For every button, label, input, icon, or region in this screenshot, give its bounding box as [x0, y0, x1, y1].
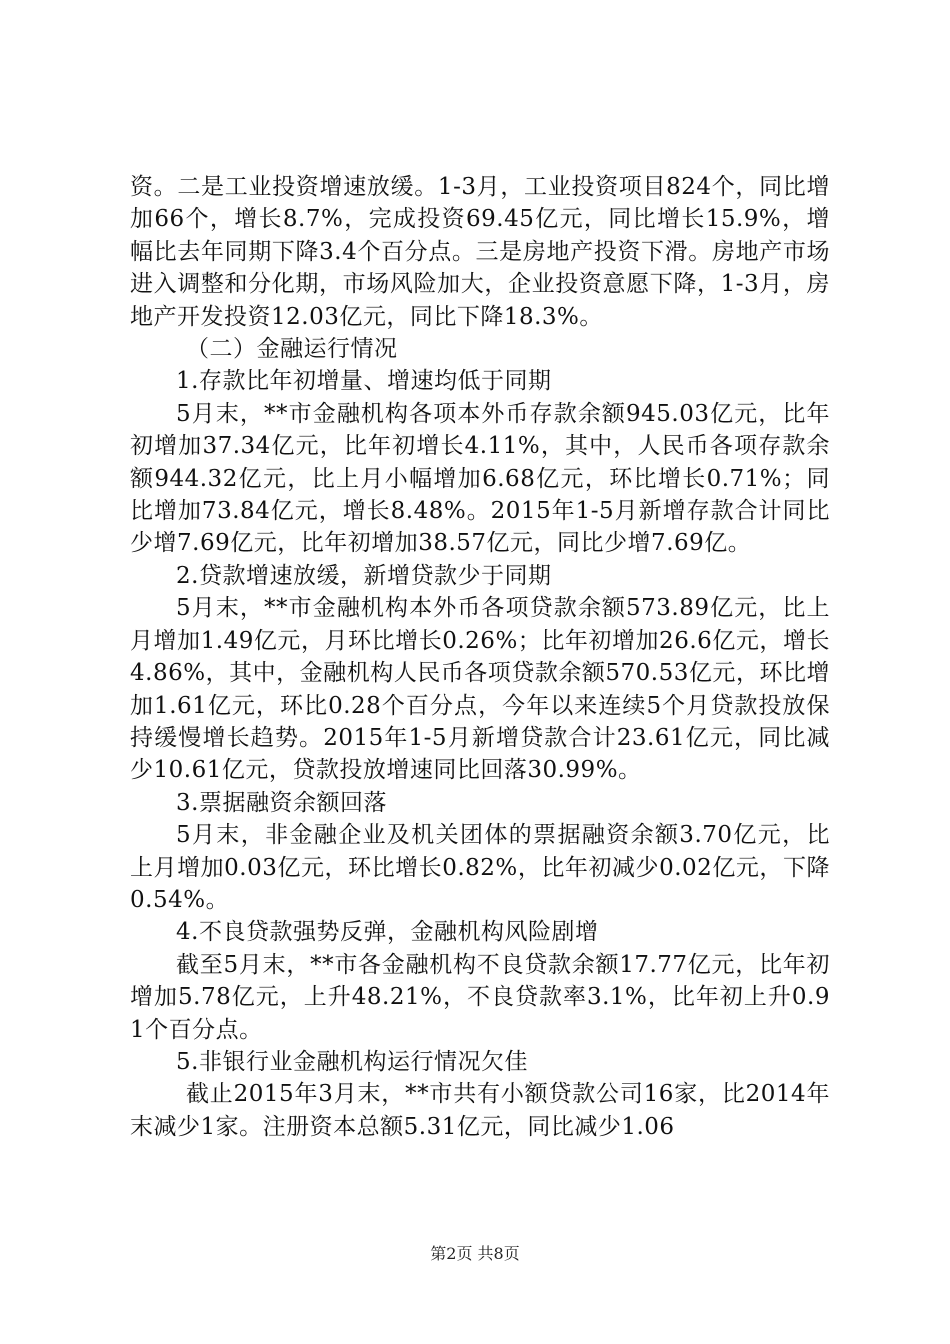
- subheading-bill-financing: 3.票据融资余额回落: [176, 789, 387, 816]
- paragraph-bill-financing: 5月末，非金融企业及机关团体的票据融资余额3.70亿元，比上月增加0.03亿元，环比增长0.82%，比年初减少0.02亿元，下降0.54%。: [130, 822, 830, 913]
- document-page: [130, 171, 830, 1143]
- paragraph-loans: 5月末，**市金融机构本外币各项贷款余额573.89亿元，比上月增加1.49亿元，月环比增长0.26%；比年初增加26.6亿元，增长4.86%，其中，金融机构人民币各项贷款余额570.53亿元，环比增加1.61亿元，环比0.28个百分点，今年以来连续5个月贷款投放保持缓慢增长趋势。2015年1-5月新增贷款合计23.61亿元，同比减少10.61亿元，贷款投放增速同比回落30.99%。: [130, 595, 830, 784]
- paragraph-investment-text: 资。二是工业投资增速放缓。1-3月，工业投资项目824个，同比增加66个，增长8.7%，完成投资69.45亿元，同比增长15.9%，增幅比去年同期下降3.4个百分点。三是房地产投资下滑。房地产市场进入调整和分化期，市场风险加大，企业投资意愿下降，1-3月，房地产开发投资12.03亿元，同比下降18.3%。: [130, 174, 830, 330]
- paragraph-deposits: 5月末，**市金融机构各项本外币存款余额945.03亿元，比年初增加37.34亿元，比年初增长4.11%，其中，人民币各项存款余额944.32亿元，比上月小幅增加6.68亿元，环比增长0.71%；同比增加73.84亿元，增长8.48%。2015年1-5月新增存款合计同比少增7.69亿元，比年初增加38.57亿元，同比少增7.69亿。: [130, 400, 830, 557]
- subheading-deposits: 1.存款比年初增量、增速均低于同期: [176, 368, 552, 395]
- paragraph-nonbank-institutions: 截止2015年3月末，**市共有小额贷款公司16家，比2014年末减少1家。注册资本总额5.31亿元，同比减少1.06: [130, 1081, 830, 1140]
- paragraph-nonperforming-loans: 截至5月末，**市各金融机构不良贷款余额17.77亿元，比年初增加5.78亿元，上升48.21%，不良贷款率3.1%，比年初上升0.91个百分点。: [130, 951, 830, 1043]
- subheading-nonbank-institutions: 5.非银行业金融机构运行情况欠佳: [176, 1048, 528, 1075]
- section-heading-financial-operation: （二）金融运行情况: [186, 336, 398, 363]
- subheading-loans: 2.贷款增速放缓，新增贷款少于同期: [176, 562, 552, 589]
- subheading-nonperforming-loans: 4.不良贷款强势反弹，金融机构风险剧增: [176, 919, 599, 946]
- page-footer: 第2页 共8页: [430, 1244, 520, 1263]
